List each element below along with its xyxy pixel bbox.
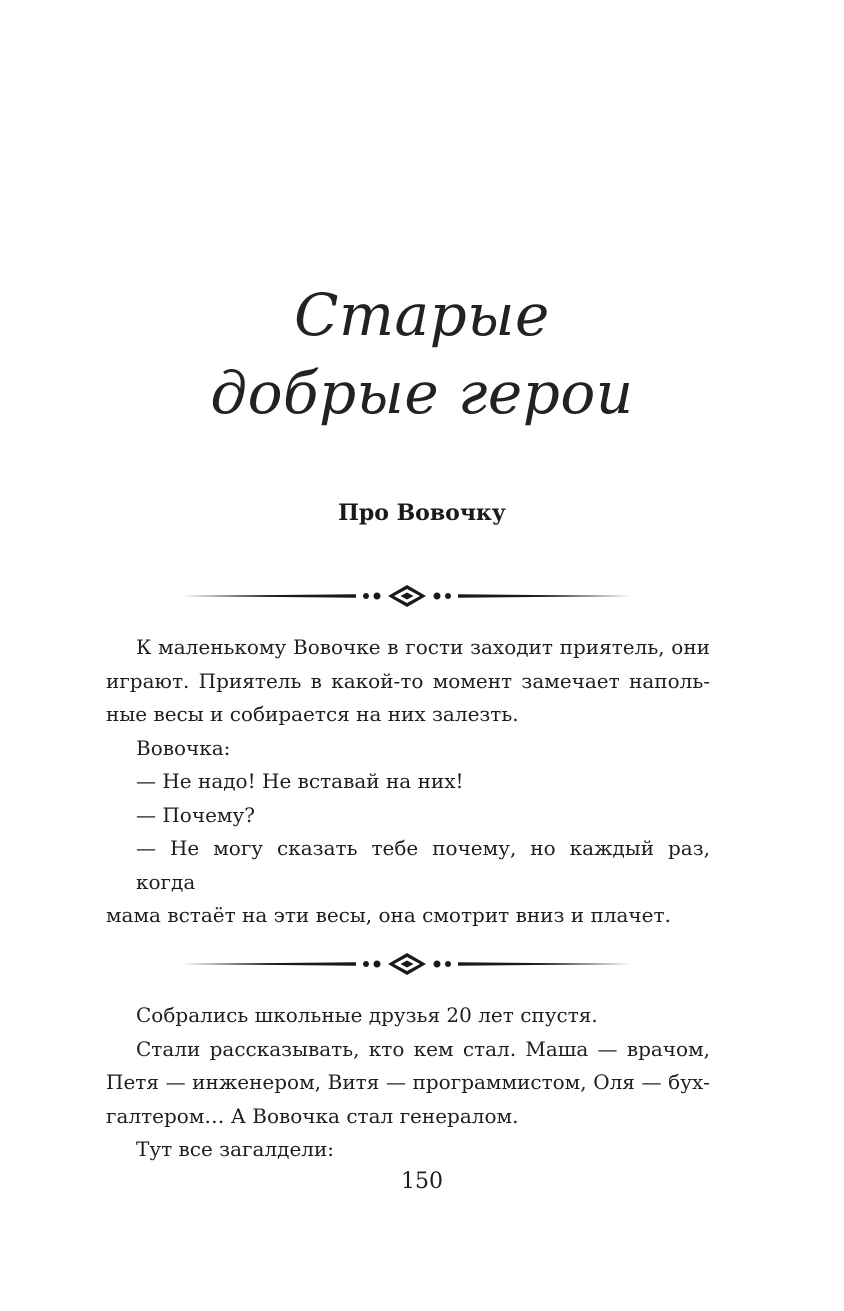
divider-left-line bbox=[182, 594, 356, 598]
divider-dot bbox=[374, 593, 381, 600]
paragraph-line: Вовочка: bbox=[136, 735, 231, 760]
dialogue-line: — Почему? bbox=[136, 802, 255, 827]
page-number: 150 bbox=[401, 1169, 443, 1194]
paragraph-line: играют. Приятель в какой-то момент замечает наполь- bbox=[106, 668, 710, 693]
paragraph-line: Стали рассказывать, кто кем стал. Маша — врачом, bbox=[136, 1036, 710, 1061]
ornamental-divider bbox=[180, 952, 634, 976]
divider-dot bbox=[434, 961, 441, 968]
divider-left-line bbox=[182, 962, 356, 966]
divider-dot bbox=[363, 593, 369, 599]
paragraph-line: К маленькому Вовочке в гости заходит приятель, они bbox=[136, 635, 710, 659]
divider-dot bbox=[374, 961, 381, 968]
story-text bbox=[106, 999, 710, 1167]
paragraph-line: Петя — инженером, Витя — программистом, Оля — бух- bbox=[106, 1070, 710, 1094]
divider-dot bbox=[445, 961, 451, 967]
divider-right-line bbox=[458, 962, 632, 966]
section-heading: Про Вовочку bbox=[338, 500, 506, 526]
divider-dot bbox=[434, 593, 441, 600]
story-text bbox=[106, 631, 710, 933]
paragraph-line: ные весы и собирается на них залезть. bbox=[106, 702, 519, 726]
paragraph-line: галтером… А Вовочка стал генералом. bbox=[106, 1103, 519, 1128]
dialogue-line: — Не могу сказать тебе почему, но каждый раз, когда bbox=[136, 836, 710, 894]
dialogue-line: — Не надо! Не вставай на них! bbox=[136, 769, 464, 793]
ornamental-divider bbox=[180, 584, 634, 608]
paragraph-line: Собрались школьные друзья 20 лет спустя. bbox=[136, 1003, 598, 1027]
chapter-title-line-1: Старые bbox=[294, 281, 550, 349]
dialogue-line: мама встаёт на эти весы, она смотрит вниз и плачет. bbox=[106, 903, 671, 927]
chapter-title-line-2: добрые герои bbox=[210, 359, 634, 427]
divider-right-line bbox=[458, 594, 632, 598]
paragraph-line: Тут все загалдели: bbox=[136, 1137, 335, 1161]
divider-dot bbox=[363, 961, 369, 967]
divider-dot bbox=[445, 593, 451, 599]
